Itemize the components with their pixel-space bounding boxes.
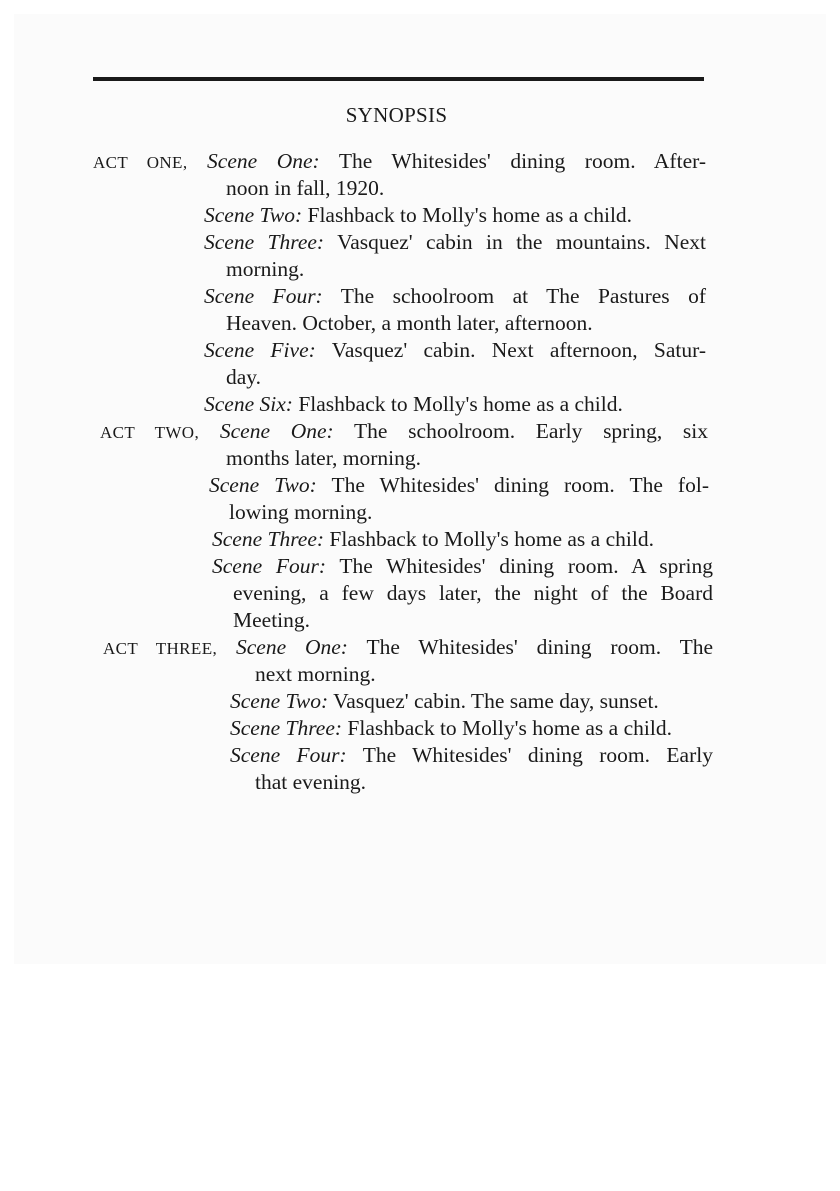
- scene-text-continued: morning.: [226, 257, 305, 281]
- act-one-scene-one: [93, 148, 706, 176]
- scene-label: Scene One:: [207, 149, 320, 173]
- scene-text: Flashback to Molly's home as a child.: [298, 392, 623, 416]
- act-two-scene-one: [100, 418, 708, 446]
- act-label: ACT ONE,: [93, 153, 188, 172]
- top-rule: [93, 77, 704, 81]
- act-one-scene-two: [204, 202, 632, 229]
- scene-text: Flashback to Molly's home as a child.: [347, 716, 672, 740]
- scene-text-continued: Meeting.: [233, 608, 311, 632]
- scene-label: Scene Five:: [204, 338, 316, 362]
- act-label: ACT THREE,: [103, 639, 218, 658]
- scene-label: Scene Four:: [230, 743, 347, 767]
- act-three-scene-one: [103, 634, 713, 662]
- act-one-scene-five: [204, 337, 706, 364]
- scene-label: Scene Three:: [230, 716, 343, 740]
- scene-label: Scene Two:: [230, 689, 329, 713]
- act-two-scene-four: [212, 553, 713, 580]
- act-one-scene-six: [204, 391, 623, 418]
- act-three-scene-two: [230, 688, 659, 715]
- scene-text: Vasquez' cabin in the mountains. Next: [337, 230, 706, 254]
- scene-text-continued: that evening.: [255, 770, 367, 794]
- scene-text: Vasquez' cabin. Next afternoon, Satur-: [331, 338, 706, 362]
- scene-text: The Whitesides' dining room. Early: [362, 743, 713, 767]
- scene-text-continued: next morning.: [255, 662, 376, 686]
- scene-label: Scene Two:: [204, 203, 303, 227]
- act-two-scene-two: [209, 472, 709, 499]
- page-title: SYNOPSIS: [345, 103, 448, 127]
- scene-text-continued: evening, a few days later, the night of the Board: [233, 581, 713, 605]
- scene-text: Vasquez' cabin. The same day, sunset.: [333, 689, 659, 713]
- act-three-scene-four: [230, 742, 713, 769]
- scene-label: Scene Two:: [209, 473, 317, 497]
- act-label: ACT TWO,: [100, 423, 200, 442]
- scene-text: The Whitesides' dining room. A spring: [339, 554, 713, 578]
- scene-label: Scene One:: [219, 419, 334, 443]
- scene-text: The Whitesides' dining room. The: [366, 635, 714, 659]
- scene-text-continued: day.: [226, 365, 262, 389]
- act-three-scene-three: [230, 715, 672, 742]
- scene-text: The schoolroom. Early spring, six: [354, 419, 708, 443]
- scene-text-continued: Heaven. October, a month later, afternoon.: [226, 311, 593, 335]
- scene-label: Scene Three:: [204, 230, 325, 254]
- scene-text-continued: noon in fall, 1920.: [226, 176, 385, 200]
- scene-text-continued: months later, morning.: [226, 446, 422, 470]
- scene-text: The Whitesides' dining room. The fol-: [331, 473, 709, 497]
- scene-label: Scene Three:: [212, 527, 325, 551]
- act-one-scene-three: [204, 229, 706, 256]
- scene-label: Scene One:: [236, 635, 348, 659]
- scene-text-continued: lowing morning.: [229, 500, 373, 524]
- scene-label: Scene Four:: [212, 554, 327, 578]
- scene-text: The schoolroom at The Pastures of: [340, 284, 706, 308]
- act-one-scene-four: [204, 283, 706, 310]
- scene-text: Flashback to Molly's home as a child.: [329, 527, 654, 551]
- scene-label: Scene Six:: [204, 392, 293, 416]
- scene-text: Flashback to Molly's home as a child.: [307, 203, 633, 227]
- scene-label: Scene Four:: [204, 284, 323, 308]
- scene-text: The Whitesides' dining room. After-: [338, 149, 706, 173]
- act-two-scene-three: [212, 526, 654, 553]
